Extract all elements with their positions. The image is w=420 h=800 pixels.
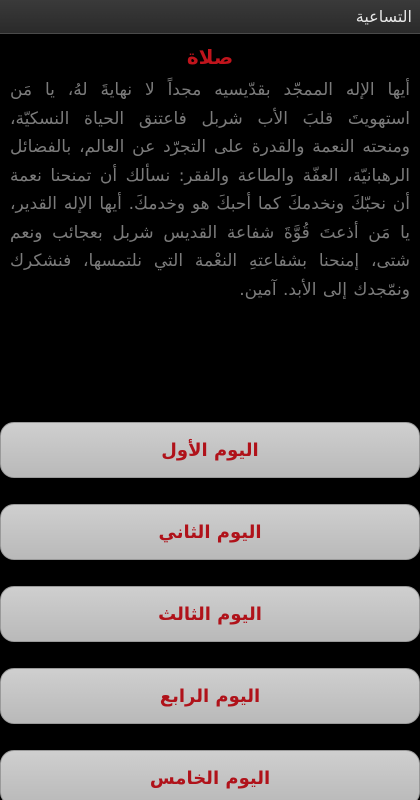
prayer-title: صلاة	[186, 45, 234, 69]
day-4-button[interactable]: اليوم الرابع	[0, 668, 420, 724]
prayer-text: أيها الإله الممجّد بقدّيسيه مجداً لا نهايةَ لهُ، يا مَن استهويتَ قلبَ الأب شربل فاعتنق الحياة النسكيّة، ومنحته النعمة والقدرة على التجرّد عن العالم، بالفضائل الرهبانيّة، العفّة والطاعة والفقر: نسألك أن تمنحنا نعمة أن نحبّكَ ونخدمكَ كما أحبكَ هو وخدمكَ. أيها الإله القدير، يا مَن أذعتَ قُوَّةَ شفاعة القديس شربل بعجائب ونعم شتى، إمنحنا بشفاعتهِ النعْمة التي نلتمسها، فنشكرك ونمّجدك إلى الأبد. آمين.	[10, 80, 410, 300]
days-list	[0, 422, 420, 800]
prayer-section	[0, 44, 420, 368]
day-1-button[interactable]: اليوم الأول	[0, 422, 420, 478]
day-5-button[interactable]: اليوم الخامس	[0, 750, 420, 800]
day-2-button[interactable]: اليوم الثاني	[0, 504, 420, 560]
day-3-button[interactable]: اليوم الثالث	[0, 586, 420, 642]
title-bar	[0, 0, 420, 34]
window-title: التساعية	[355, 7, 412, 26]
